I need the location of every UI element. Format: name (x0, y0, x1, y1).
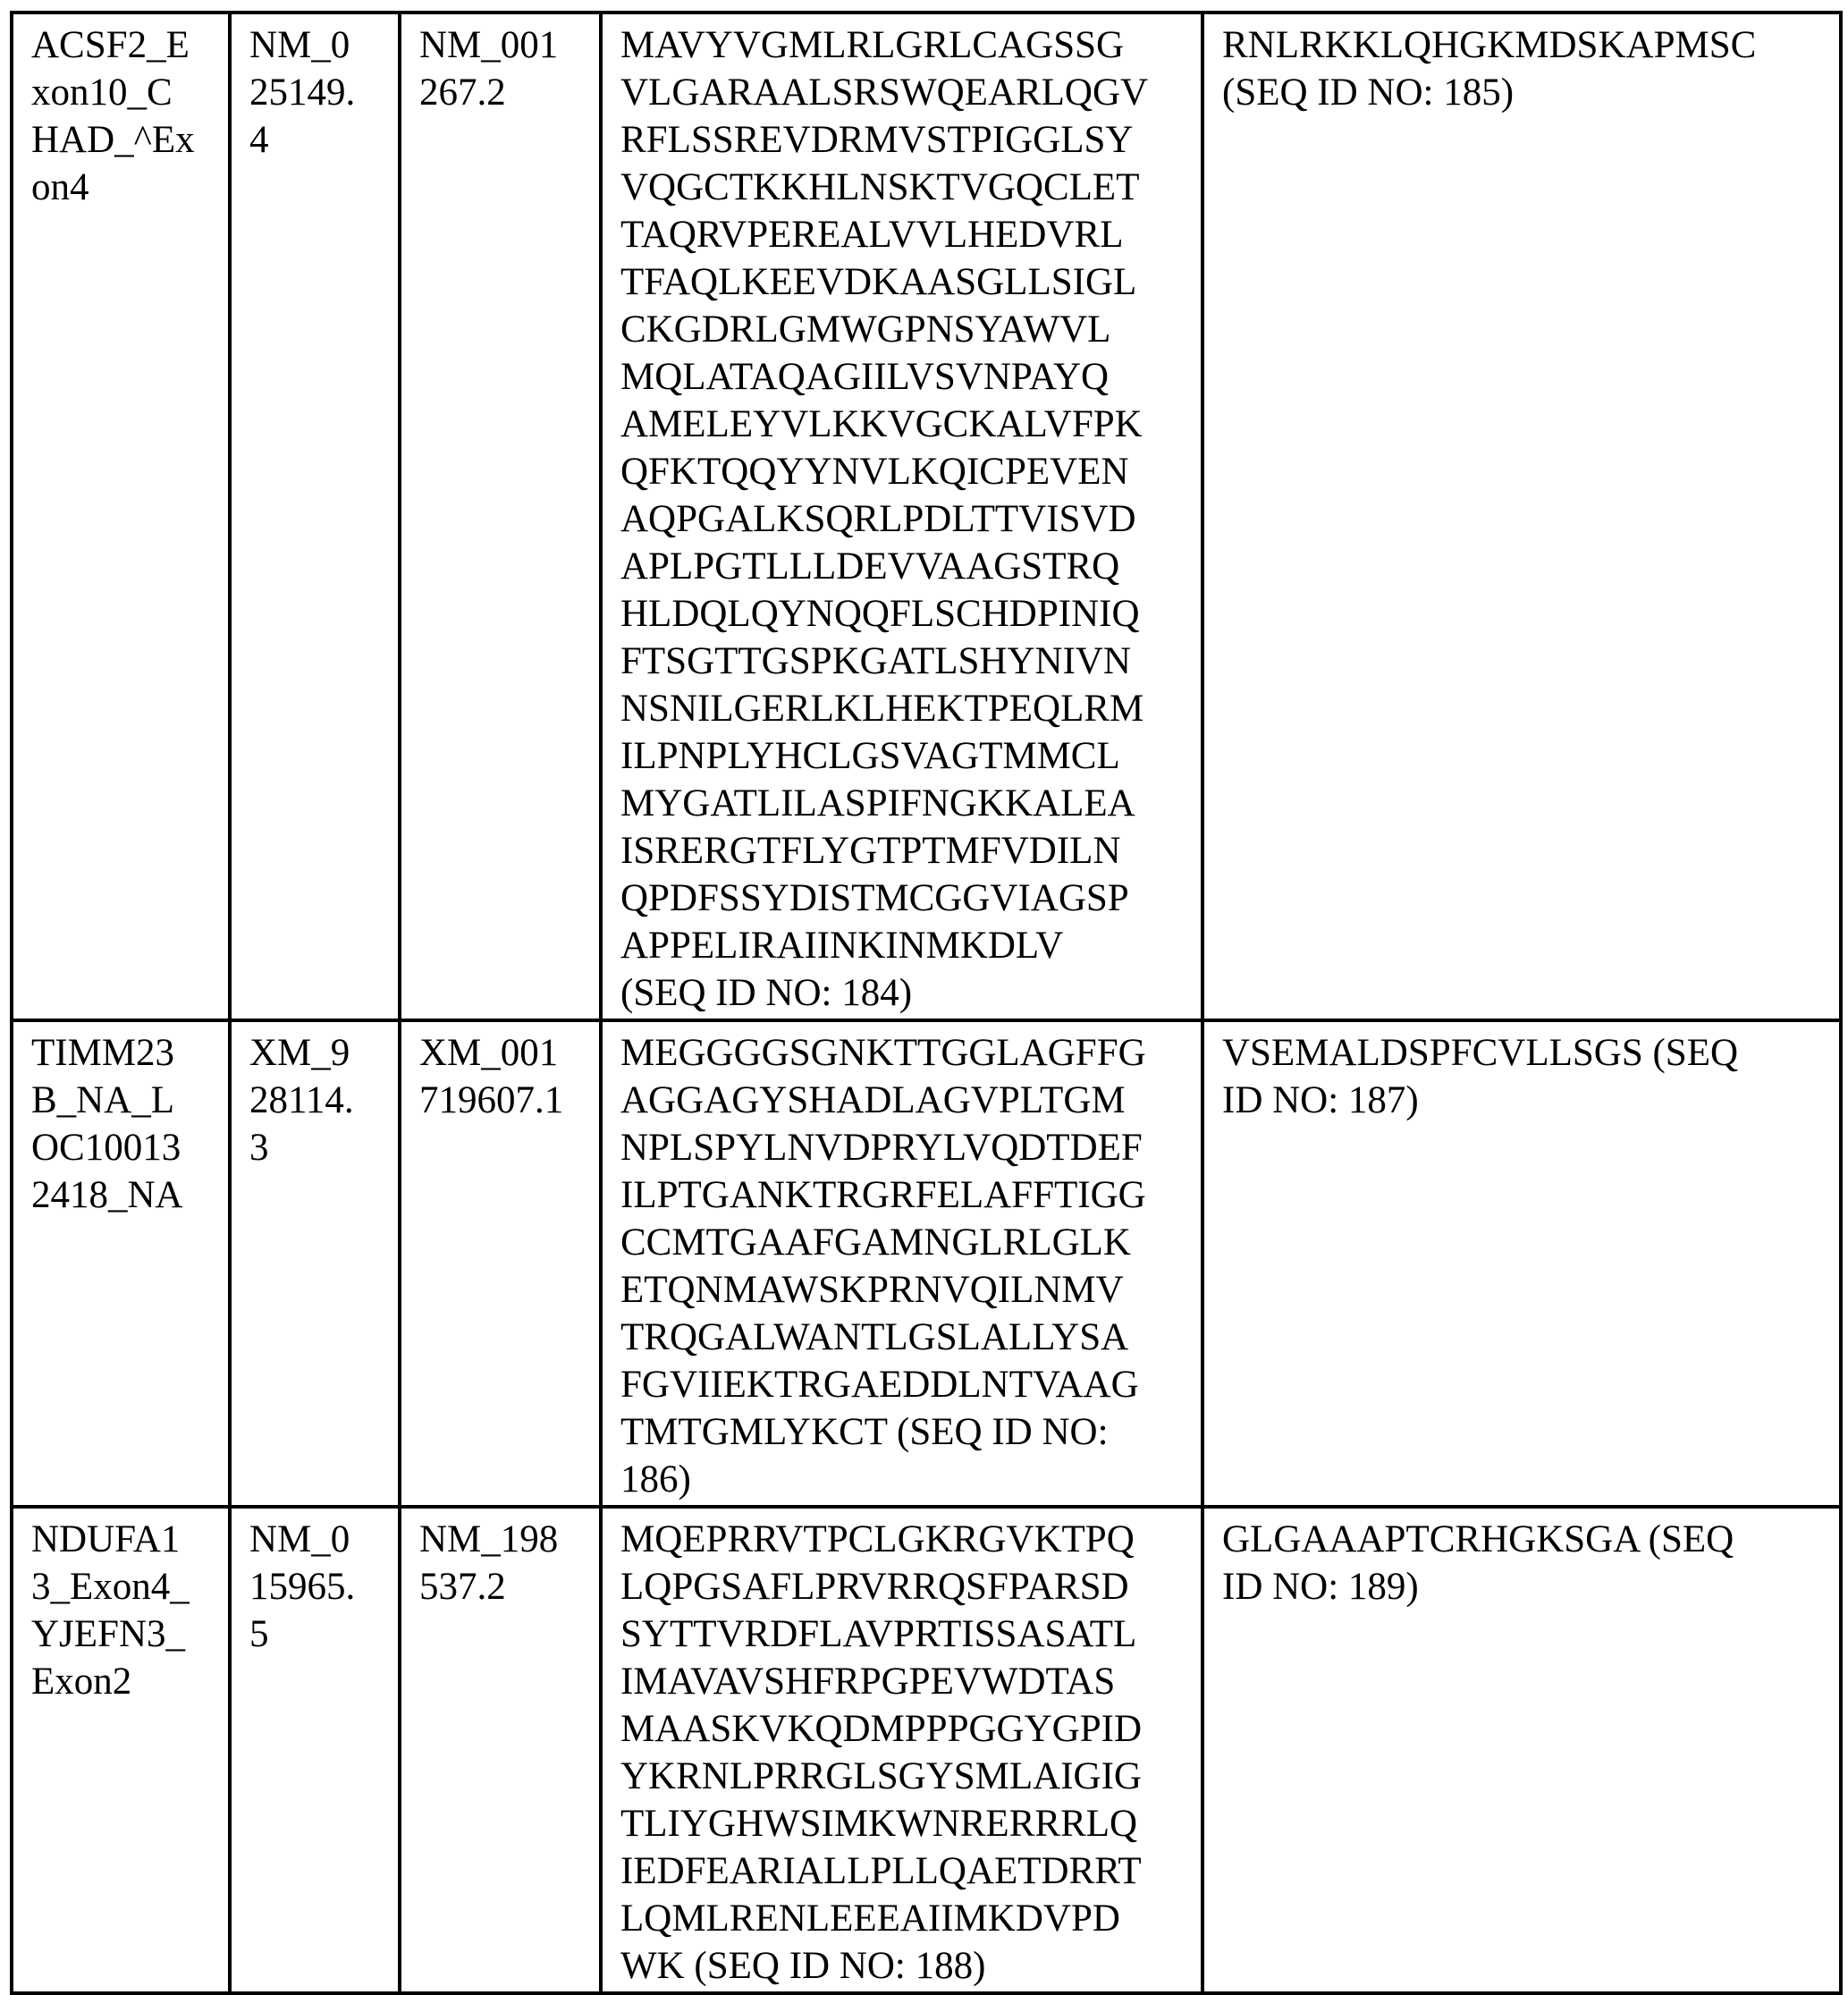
cell-text-line: ETQNMAWSKPRNVQILNMV (620, 1269, 1124, 1311)
cell-text-line: LQMLRENLEEEAIIMKDVPD (620, 1898, 1120, 1940)
cell-text-line: ACSF2_E (31, 24, 190, 66)
cell-text-line: XM_001 (419, 1032, 559, 1074)
junction-peptide-cell (1202, 1507, 1841, 1993)
junction-peptide-cell (1202, 1020, 1841, 1507)
cell-text-line: HLDQLQYNQQFLSCHDPINIQ (620, 593, 1140, 635)
cell-text-line: TRQGALWANTLGSLALLYSA (620, 1316, 1129, 1358)
cell-text-line: 25149. (249, 72, 356, 114)
cell-text-line: OC10013 (31, 1127, 181, 1169)
cell-text-line: YJEFN3_ (31, 1613, 186, 1655)
cell-text-line: TAQRVPEREALVVLHEDVRL (620, 214, 1124, 256)
cell-text-line: ISRERGTFLYGTPTMFVDILN (620, 830, 1121, 872)
cell-text-line: (SEQ ID NO: 184) (620, 972, 913, 1014)
cell-text-line: TFAQLKEEVDKAASGLLSIGL (620, 261, 1137, 303)
cell-text-line: 4 (249, 119, 269, 161)
cell-text-line: APPELIRAIINKINMKDLV (620, 925, 1064, 967)
cell-text-line: WK (SEQ ID NO: 188) (620, 1945, 986, 1987)
cell-text-line: NDUFA1 (31, 1518, 181, 1560)
cell-text-line: CCMTGAAFGAMNGLRLGLK (620, 1222, 1131, 1264)
cell-text-line: 186) (620, 1458, 691, 1500)
protein-sequence-cell (601, 13, 1202, 1020)
table-row (12, 1020, 1841, 1507)
cell-text-line: AMELEYVLKKVGCKALVFPK (620, 403, 1143, 445)
accession-2-cell (400, 1020, 601, 1507)
cell-text-line: TIMM23 (31, 1032, 175, 1074)
cell-text-line: TMTGMLYKCT (SEQ ID NO: (620, 1411, 1109, 1453)
cell-text-line: 28114. (249, 1079, 354, 1121)
cell-text-line: QPDFSSYDISTMCGGVIAGSP (620, 877, 1129, 919)
cell-text-line: MAASKVKQDMPPPGGYGPID (620, 1708, 1142, 1750)
cell-text-line: 2418_NA (31, 1174, 183, 1216)
cell-text-line: VLGARAALSRSWQEARLQGV (620, 72, 1149, 114)
cell-text-line: 719607.1 (419, 1079, 564, 1121)
cell-text-line: VQGCTKKHLNSKTVGQCLET (620, 166, 1140, 208)
cell-text-line: B_NA_L (31, 1079, 175, 1121)
cell-text-line: HAD_^Ex (31, 119, 195, 161)
cell-text-line: FGVIIEKTRGAEDDLNTVAAG (620, 1364, 1139, 1406)
accession-2-cell (400, 1507, 601, 1993)
cell-text-line: FTSGTTGSPKGATLSHYNIVN (620, 640, 1131, 682)
cell-text-line: MQLATAQAGIILVSVNPAYQ (620, 356, 1110, 398)
cell-text-line: NSNILGERLKLHEKTPEQLRM (620, 688, 1144, 730)
cell-text-line: GLGAAAPTCRHGKSGA (SEQ (1222, 1518, 1734, 1560)
cell-text-line: APLPGTLLLDEVVAAGSTRQ (620, 545, 1120, 588)
cell-text-line: ILPTGANKTRGRFELAFFTIGG (620, 1174, 1146, 1216)
cell-text-line: QFKTQQYYNVLKQICPEVEN (620, 451, 1129, 493)
cell-text-line: 3 (249, 1127, 269, 1169)
cell-text-line: NPLSPYLNVDPRYLVQDTDEF (620, 1127, 1143, 1169)
cell-text-line: ID NO: 187) (1222, 1079, 1419, 1121)
cell-text-line: CKGDRLGMWGPNSYAWVL (620, 309, 1111, 351)
cell-text-line: IEDFEARIALLPLLQAETDRRT (620, 1850, 1142, 1892)
junction-peptide-cell (1202, 13, 1841, 1020)
protein-sequence-cell (601, 1507, 1202, 1993)
cell-text-line: 267.2 (419, 72, 506, 114)
cell-text-line: 15965. (249, 1566, 356, 1608)
cell-text-line: ILPNPLYHCLGSVAGTMMCL (620, 735, 1120, 777)
cell-text-line: ID NO: 189) (1222, 1566, 1419, 1608)
cell-text-line: RNLRKKLQHGKMDSKAPMSC (1222, 24, 1757, 66)
accession-1-cell (230, 1507, 400, 1993)
cell-text-line: MQEPRRVTPCLGKRGVKTPQ (620, 1518, 1135, 1560)
cell-text-line: NM_0 (249, 1518, 350, 1560)
cell-text-line: 3_Exon4_ (31, 1566, 190, 1608)
gene-fusion-name-cell (12, 1507, 230, 1993)
cell-text-line: (SEQ ID NO: 185) (1222, 72, 1515, 114)
cell-text-line: MYGATLILASPIFNGKKALEA (620, 782, 1135, 824)
cell-text-line: SYTTVRDFLAVPRTISSASATL (620, 1613, 1137, 1655)
gene-fusion-name-cell (12, 13, 230, 1020)
protein-sequence-cell (601, 1020, 1202, 1507)
cell-text-line: YKRNLPRRGLSGYSMLAIGIG (620, 1755, 1142, 1797)
cell-text-line: 537.2 (419, 1566, 506, 1608)
cell-text-line: TLIYGHWSIMKWNRERRRLQ (620, 1803, 1138, 1845)
sequence-table (10, 11, 1843, 1995)
accession-1-cell (230, 13, 400, 1020)
cell-text-line: Exon2 (31, 1661, 132, 1703)
cell-text-line: RFLSSREVDRMVSTPIGGLSY (620, 119, 1134, 161)
cell-text-line: VSEMALDSPFCVLLSGS (SEQ (1222, 1032, 1739, 1074)
accession-1-cell (230, 1020, 400, 1507)
cell-text-line: NM_198 (419, 1518, 559, 1560)
cell-text-line: on4 (31, 166, 89, 208)
cell-text-line: AQPGALKSQRLPDLTTVISVD (620, 498, 1136, 540)
cell-text-line: LQPGSAFLPRVRRQSFPARSD (620, 1566, 1129, 1608)
gene-fusion-name-cell (12, 1020, 230, 1507)
cell-text-line: xon10_C (31, 72, 173, 114)
cell-text-line: IMAVAVSHFRPGPEVWDTAS (620, 1661, 1116, 1703)
accession-2-cell (400, 13, 601, 1020)
cell-text-line: MAVYVGMLRLGRLCAGSSG (620, 24, 1125, 66)
cell-text-line: NM_001 (419, 24, 559, 66)
cell-text-line: XM_9 (249, 1032, 350, 1074)
cell-text-line: MEGGGGSGNKTTGGLAGFFG (620, 1032, 1146, 1074)
table-row (12, 1507, 1841, 1993)
cell-text-line: AGGAGYSHADLAGVPLTGM (620, 1079, 1126, 1121)
cell-text-line: NM_0 (249, 24, 350, 66)
cell-text-line: 5 (249, 1613, 269, 1655)
table-row (12, 13, 1841, 1020)
